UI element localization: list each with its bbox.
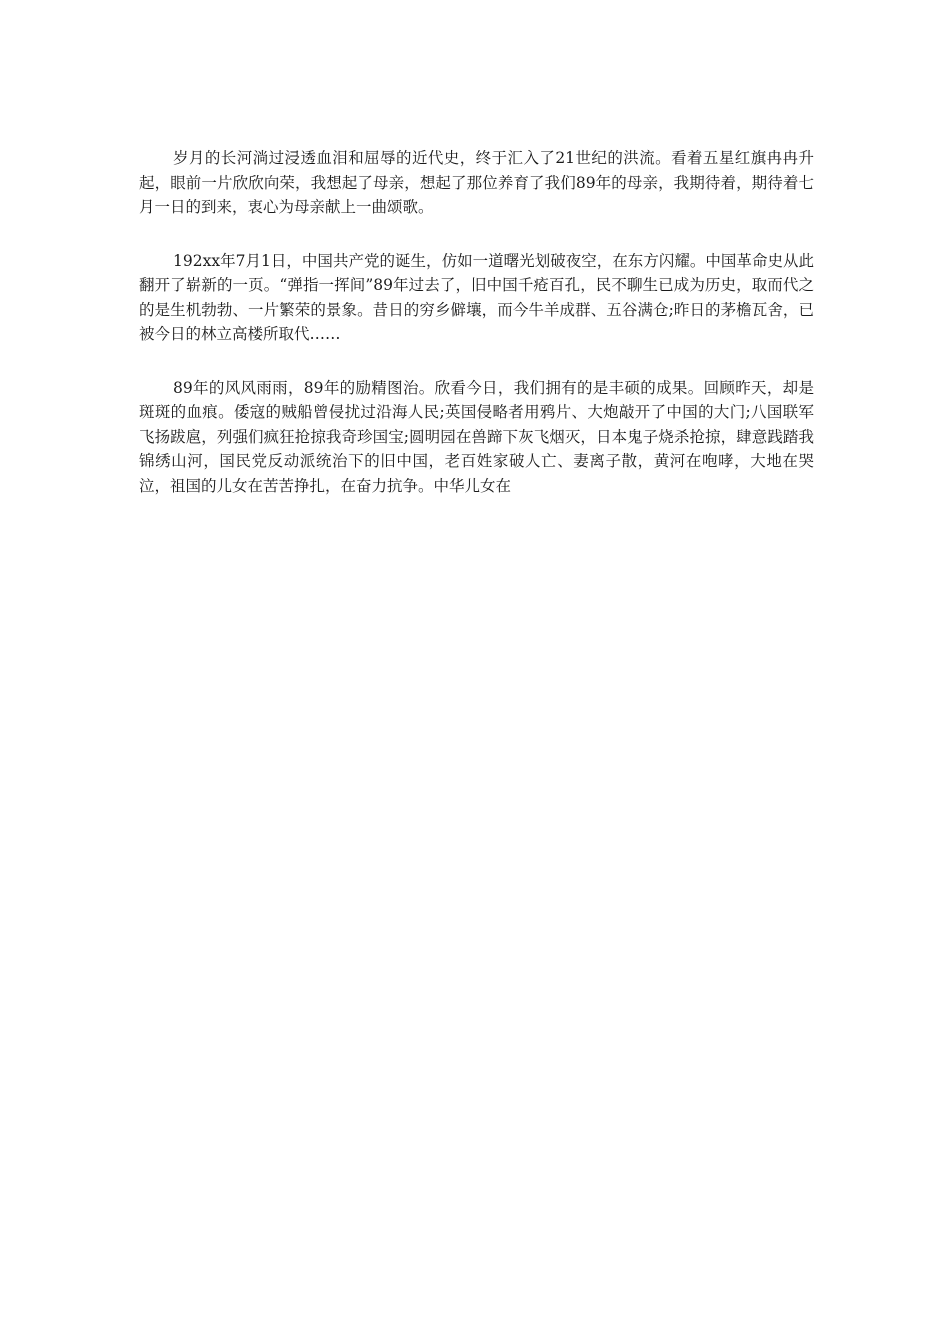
paragraph-2: 192xx年7月1日，中国共产党的诞生，仿如一道曙光划破夜空，在东方闪耀。中国革命史从此翻开了崭新的一页。“弹指一挥间”89年过去了，旧中国千疮百孔，民不聊生已成为历史，取而代之的是生机勃勃、一片繁荣的景象。昔日的穷乡僻壤，而今牛羊成群、五谷满仓;昨日的茅檐瓦舍，已被今日的林立高楼所取代…… (139, 251, 814, 343)
paragraph-3: 89年的风风雨雨，89年的励精图治。欣看今日，我们拥有的是丰硕的成果。回顾昨天，却是斑斑的血痕。倭寇的贼船曾侵扰过沿海人民;英国侵略者用鸦片、大炮敲开了中国的大门;八国联军飞扬跋扈，列强们疯狂抢掠我奇珍国宝;圆明园在兽蹄下灰飞烟灭，日本鬼子烧杀抢掠，肆意践踏我锦绣山河，国民党反动派统治下的旧中国，老百姓家破人亡、妻离子散，黄河在咆哮，大地在哭泣，祖国的儿女在苦苦挣扎，在奋力抗争。中华儿女在 (139, 378, 814, 495)
paragraph-1: 岁月的长河淌过浸透血泪和屈辱的近代史，终于汇入了21世纪的洪流。看着五星红旗冉冉升起，眼前一片欣欣向荣，我想起了母亲，想起了那位养育了我们89年的母亲，我期待着，期待着七月一日的到来，衷心为母亲献上一曲颂歌。 (139, 149, 814, 216)
document-page (139, 146, 814, 527)
